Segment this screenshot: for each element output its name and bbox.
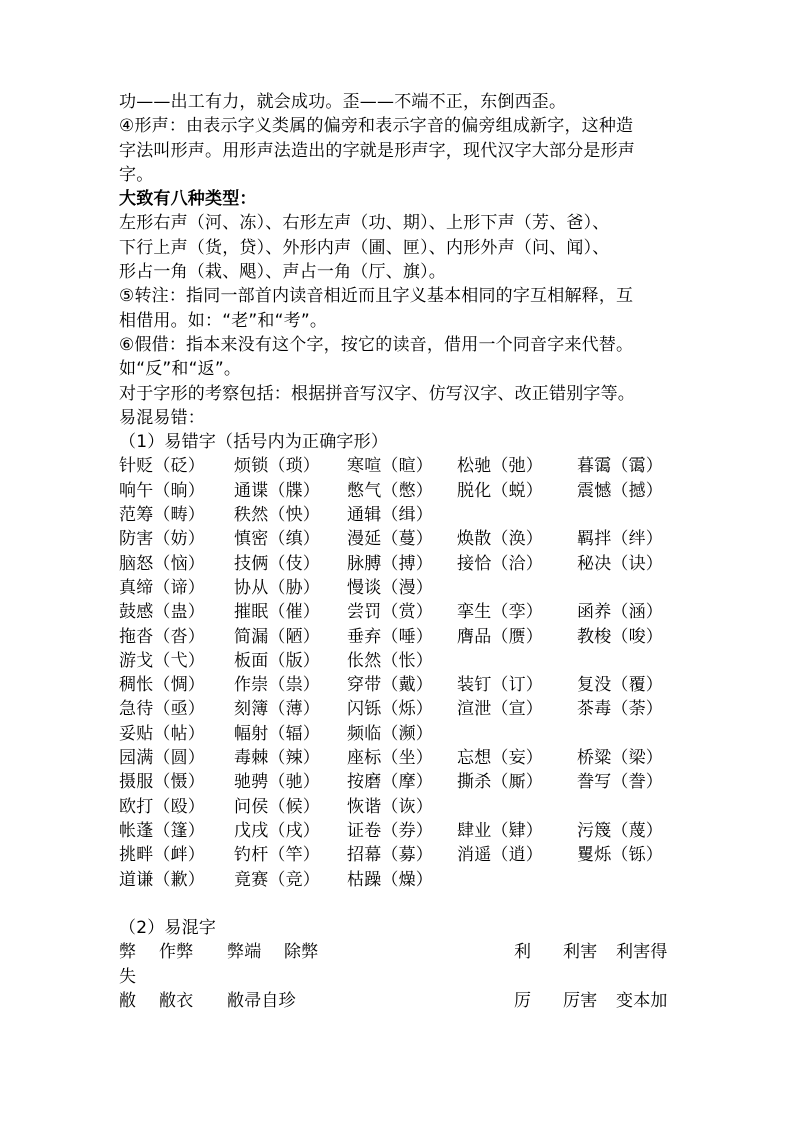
error-word: 急待（亟）	[119, 699, 205, 720]
error-word: 戊戌（戌）	[234, 820, 320, 841]
document-page	[119, 90, 695, 1013]
error-word: 复没（覆）	[577, 675, 663, 696]
error-word: 证卷（券）	[347, 820, 433, 841]
error-row	[119, 552, 695, 576]
word: 厉害	[563, 990, 598, 1011]
error-row	[119, 454, 695, 478]
word: 利害	[563, 942, 598, 963]
error-word: 通谍（牒）	[234, 480, 320, 501]
error-word: 函养（涵）	[577, 602, 663, 623]
word: 弊端	[227, 942, 262, 963]
types-line: 下行上声（货，贷）、外形内声（圃、匣）、内形外声（问、闻）、	[119, 237, 610, 258]
error-word: 帐蓬（篷）	[119, 820, 205, 841]
error-word: 稠怅（惆）	[119, 675, 205, 696]
error-word: 摧眠（催）	[234, 602, 320, 623]
error-word: 漫延（蔓）	[347, 529, 433, 550]
error-row	[119, 746, 695, 770]
error-word: 挑畔（衅）	[119, 845, 205, 866]
error-row	[119, 576, 695, 600]
error-word: 暮霭（霭）	[577, 456, 663, 477]
char: 敝	[119, 990, 137, 1011]
error-word: 污篾（蔑）	[577, 820, 663, 841]
error-row	[119, 722, 695, 746]
error-row	[119, 795, 695, 819]
error-word: 摄服（慑）	[119, 772, 205, 793]
word: 除弊	[284, 942, 319, 963]
error-word: 渲泄（宣）	[457, 699, 543, 720]
confusing-row	[119, 965, 695, 989]
word: 敝帚自珍	[227, 990, 296, 1011]
intro-line: ④形声：由表示字义类属的偏旁和表示字音的偏旁组成新字，这种造	[119, 116, 634, 137]
confusing-heading: （2）易混字	[119, 918, 217, 939]
error-word: 简漏（陋）	[234, 626, 320, 647]
error-word: 技俩（伎）	[234, 553, 320, 574]
error-row	[119, 600, 695, 624]
body-line: 对于字形的考察包括：根据拼音写汉字、仿写汉字、改正错别字等。	[119, 383, 635, 404]
intro-line: 字。	[119, 164, 154, 185]
error-word: 问侯（候）	[234, 796, 320, 817]
section-heading: （1）易错字（括号内为正确字形）	[119, 432, 389, 453]
word: 利害得	[616, 942, 668, 963]
error-word: 憋气（憋）	[347, 480, 433, 501]
error-row	[119, 868, 695, 892]
error-word: 板面（版）	[234, 650, 320, 671]
error-word: 穿带（戴）	[347, 675, 433, 696]
error-word: 范筹（畴）	[119, 505, 205, 526]
char: 弊	[119, 942, 137, 963]
error-word: 刻簿（薄）	[234, 699, 320, 720]
body-line: 易混易错：	[119, 407, 205, 428]
error-word: 竟赛（竞）	[234, 869, 320, 890]
error-word: 秩然（怏）	[234, 505, 320, 526]
error-word: 矍烁（铄）	[577, 845, 663, 866]
confusing-row	[119, 940, 695, 964]
error-word: 通辑（缉）	[347, 505, 433, 526]
error-word: 脱化（蜕）	[457, 480, 543, 501]
word: 变本加	[616, 990, 668, 1011]
spacer	[119, 892, 695, 916]
error-word: 茶毒（荼）	[577, 699, 663, 720]
intro-line: 字法叫形声。用形声法造出的字就是形声字，现代汉字大部分是形声	[119, 140, 635, 161]
types-heading: 大致有八种类型：	[119, 189, 257, 210]
error-word: 脉膊（搏）	[347, 553, 433, 574]
error-word: 欧打（殴）	[119, 796, 205, 817]
error-word: 羁拌（绊）	[577, 529, 663, 550]
error-word: 膺品（赝）	[457, 626, 543, 647]
error-row	[119, 479, 695, 503]
error-row	[119, 697, 695, 721]
error-row	[119, 649, 695, 673]
body-line: 如“反”和“返”。	[119, 359, 242, 380]
error-word: 真缔（谛）	[119, 577, 205, 598]
error-row	[119, 843, 695, 867]
body-line: 相借用。如：“老”和“考”。	[119, 310, 328, 331]
error-word: 按磨（摩）	[347, 772, 433, 793]
error-word: 协从（胁）	[234, 577, 320, 598]
error-word: 闪铄（烁）	[347, 699, 433, 720]
error-word: 恢谐（诙）	[347, 796, 433, 817]
error-word: 针贬（砭）	[119, 456, 205, 477]
word: 失	[119, 966, 137, 987]
word: 作弊	[159, 942, 194, 963]
intro-line: 功——出工有力，就会成功。歪——不端不正，东倒西歪。	[119, 92, 567, 112]
error-word: 教梭（唆）	[577, 626, 663, 647]
error-word: 慢谈（漫）	[347, 577, 433, 598]
error-word: 脑怒（恼）	[119, 553, 205, 574]
error-word: 招幕（募）	[347, 845, 433, 866]
error-row	[119, 819, 695, 843]
char: 利	[514, 942, 532, 963]
error-word: 忘想（妄）	[457, 748, 543, 769]
error-word: 响午（晌）	[119, 480, 205, 501]
error-word: 秘决（诀）	[577, 553, 663, 574]
error-row	[119, 673, 695, 697]
error-word: 烦锁（琐）	[234, 456, 320, 477]
error-word: 钓杆（竿）	[234, 845, 320, 866]
error-word: 枯躁（燥）	[347, 869, 433, 890]
error-word: 驰骋（驰）	[234, 772, 320, 793]
error-word: 鼓感（蛊）	[119, 602, 205, 623]
types-line: 形占一角（栽、飓）、声占一角（厅、旗）。	[119, 262, 446, 283]
error-word: 防害（妨）	[119, 529, 205, 550]
error-word: 震憾（撼）	[577, 480, 663, 501]
error-word: 接恰（洽）	[457, 553, 543, 574]
body-line: ⑥假借：指本来没有这个字，按它的读音，借用一个同音字来代替。	[119, 334, 634, 355]
error-word: 道谦（歉）	[119, 869, 205, 890]
error-word: 肆业（肄）	[457, 820, 543, 841]
confusing-row	[119, 989, 695, 1013]
error-row	[119, 770, 695, 794]
error-word-table	[119, 454, 695, 891]
error-word: 拖沓（沓）	[119, 626, 205, 647]
error-word: 游戈（弋）	[119, 650, 205, 671]
error-word: 座标（坐）	[347, 748, 433, 769]
error-row	[119, 625, 695, 649]
error-word: 装钉（订）	[457, 675, 543, 696]
char: 厉	[514, 990, 532, 1011]
error-row	[119, 527, 695, 551]
error-word: 誊写（誊）	[577, 772, 663, 793]
error-word: 挛生（孪）	[457, 602, 543, 623]
error-word: 消遥（逍）	[457, 845, 543, 866]
error-word: 幅射（辐）	[234, 723, 320, 744]
error-word: 尝罚（赏）	[347, 602, 433, 623]
body-line: ⑤转注：指同一部首内读音相近而且字义基本相同的字互相解释，互	[119, 286, 634, 307]
error-row	[119, 503, 695, 527]
error-word: 毒棘（辣）	[234, 748, 320, 769]
error-word: 撕杀（厮）	[457, 772, 543, 793]
error-word: 桥粱（梁）	[577, 748, 663, 769]
error-word: 作崇（祟）	[234, 675, 320, 696]
error-word: 妥贴（帖）	[119, 723, 205, 744]
error-word: 频临（濒）	[347, 723, 433, 744]
error-word: 慎密（缜）	[234, 529, 320, 550]
error-word: 垂弃（唾）	[347, 626, 433, 647]
error-word: 园满（圆）	[119, 748, 205, 769]
error-word: 焕散（涣）	[457, 529, 543, 550]
error-word: 寒喧（暄）	[347, 456, 433, 477]
error-word: 伥然（怅）	[347, 650, 433, 671]
types-line: 左形右声（河、冻）、右形左声（功、期）、上形下声（芳、爸）、	[119, 213, 610, 234]
word: 敝衣	[159, 990, 194, 1011]
error-word: 松驰（弛）	[457, 456, 543, 477]
